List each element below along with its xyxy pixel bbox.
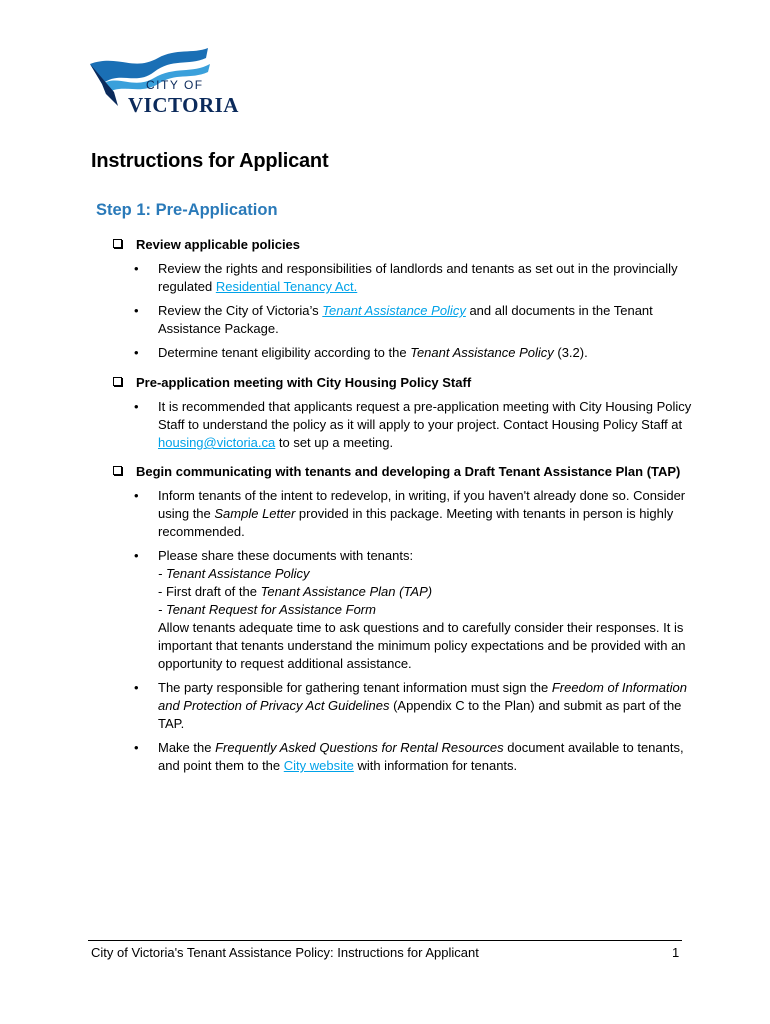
step-heading: Step 1: Pre-Application <box>96 201 278 219</box>
logo-victoria-text: VICTORIA <box>128 93 239 117</box>
list-item: • Determine tenant eligibility according to the Tenant Assistance Policy (3.2). <box>112 344 692 362</box>
list-item: • The party responsible for gathering tenant information must sign the Freedom of Information and Protection of Privacy Act Guidelines (Appendix C to the Plan) and submit as part of the TAP. <box>112 679 692 733</box>
page-number: 1 <box>672 945 680 960</box>
checkbox-icon[interactable] <box>113 377 122 386</box>
tenant-assistance-policy-link[interactable]: Tenant Assistance Policy <box>322 303 466 318</box>
housing-email-link[interactable]: housing@victoria.ca <box>158 435 276 450</box>
residential-tenancy-act-link[interactable]: Residential Tenancy Act. <box>215 279 358 294</box>
checkbox-icon[interactable] <box>113 466 122 475</box>
section-review-policies <box>112 236 692 368</box>
list-item: • Please share these documents with tenants: - Tenant Assistance Policy - First draft of the Tenant Assistance Plan (TAP) - Tenant Request for Assistance Form Allow tenants adequate time to ask questions and to carefully consider their responses. It is important that tenants understand the minimum policy expectations and be provided with an opportunity to request additional assistance. <box>112 547 692 673</box>
section-pre-application-meeting <box>112 374 692 458</box>
logo-city-of-text: CITY OF <box>146 78 204 92</box>
city-website-link[interactable]: City website <box>283 758 354 773</box>
section-title: Begin communicating with tenants and developing a Draft Tenant Assistance Plan (TAP) <box>136 464 681 479</box>
list-item: • Inform tenants of the intent to redevelop, in writing, if you haven't already done so. Consider using the Sample Letter provided in this package. Meeting with tenants in person is highly recommended. <box>112 487 692 541</box>
footer-title: City of Victoria's Tenant Assistance Policy: Instructions for Applicant <box>91 945 479 960</box>
city-of-victoria-logo <box>88 44 248 120</box>
list-item: • It is recommended that applicants request a pre-application meeting with City Housing Policy Staff to understand the policy as it will apply to your project. Contact Housing Policy Staff at housing@victoria.ca to set up a meeting. <box>112 398 692 452</box>
section-title: Pre-application meeting with City Housing Policy Staff <box>136 375 472 390</box>
section-communicating-with-tenants <box>112 463 692 781</box>
page-title: Instructions for Applicant <box>91 150 329 172</box>
list-item: • Review the rights and responsibilities of landlords and tenants as set out in the provincially regulated Residential Tenancy Act. <box>112 260 692 296</box>
list-item: • Make the Frequently Asked Questions for Rental Resources document available to tenants, and point them to the City website with information for tenants. <box>112 739 692 775</box>
list-item: • Review the City of Victoria’s Tenant Assistance Policy and all documents in the Tenant Assistance Package. <box>112 302 692 338</box>
footer-divider <box>88 940 682 941</box>
section-title: Review applicable policies <box>136 237 301 252</box>
checkbox-icon[interactable] <box>113 239 122 248</box>
